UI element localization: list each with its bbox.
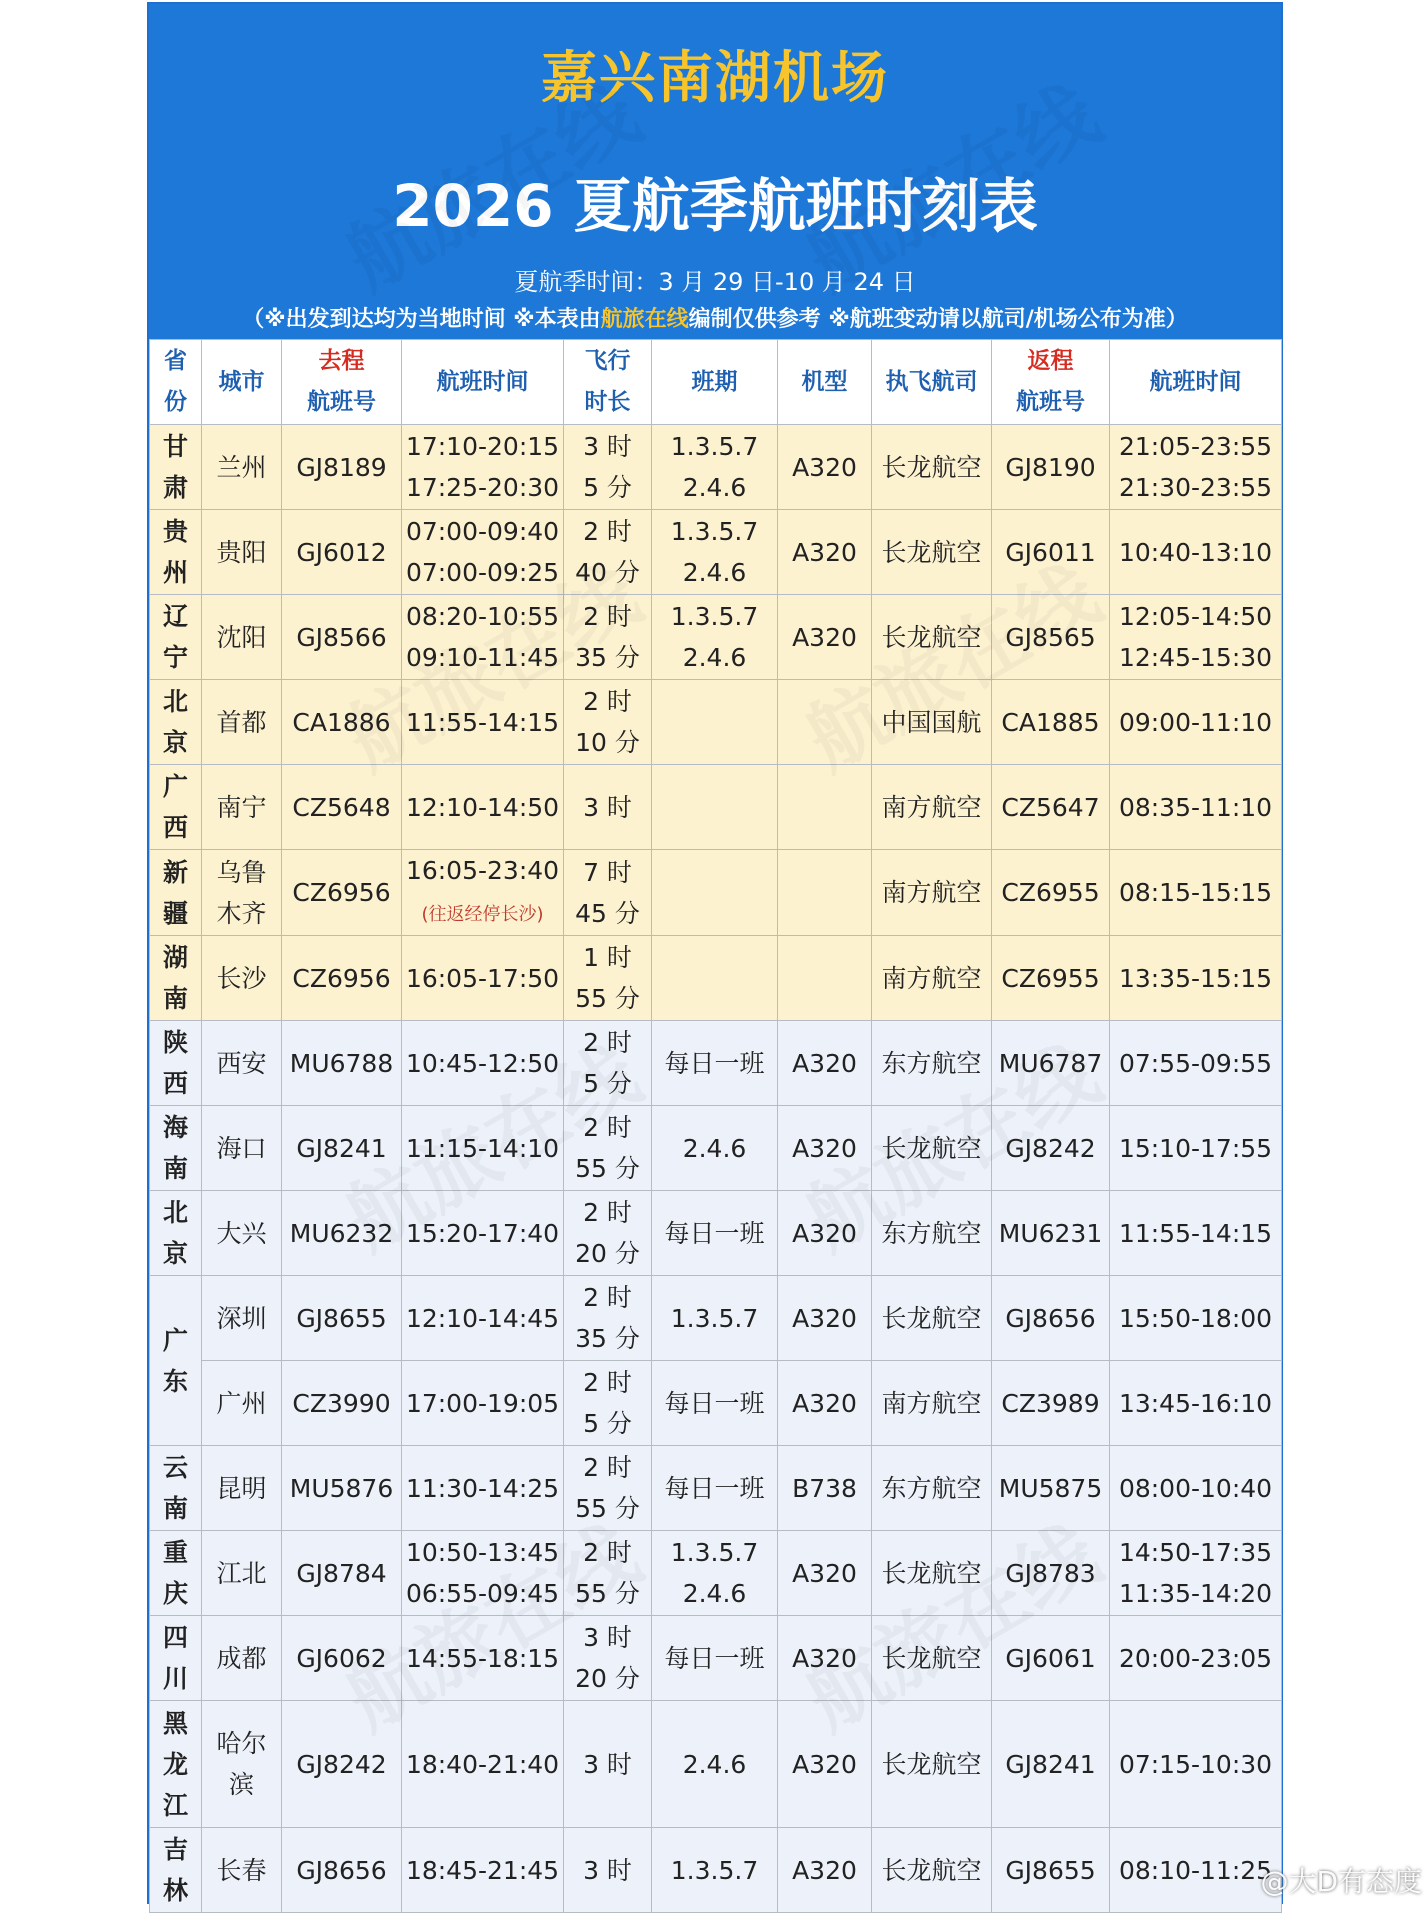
airline-cell: 长龙航空 bbox=[872, 1276, 992, 1361]
aircraft-cell: A320 bbox=[778, 1021, 872, 1106]
city-cell: 哈尔 滨 bbox=[202, 1701, 282, 1828]
timetable-sheet bbox=[147, 2, 1283, 1904]
out-flight-time: 17:10-20:15 17:25-20:30 bbox=[402, 425, 564, 510]
return-flight-time: 08:15-15:15 bbox=[1110, 850, 1282, 936]
schedule-cell: 1.3.5.7 2.4.6 bbox=[652, 1531, 778, 1616]
airline-cell: 东方航空 bbox=[872, 1191, 992, 1276]
table-row bbox=[150, 1446, 1282, 1531]
table-row bbox=[150, 1701, 1282, 1828]
city-cell: 沈阳 bbox=[202, 595, 282, 680]
duration-cell: 3 时 bbox=[564, 1701, 652, 1828]
city-cell: 广州 bbox=[202, 1361, 282, 1446]
airport-title: 嘉兴南湖机场 bbox=[541, 46, 889, 111]
city-cell: 昆明 bbox=[202, 1446, 282, 1531]
out-flight-number: GJ8784 bbox=[282, 1531, 402, 1616]
out-flight-number: CZ6956 bbox=[282, 936, 402, 1021]
table-row bbox=[150, 765, 1282, 850]
duration-cell: 1 时 55 分 bbox=[564, 936, 652, 1021]
return-flight-time: 13:35-15:15 bbox=[1110, 936, 1282, 1021]
aircraft-cell: A320 bbox=[778, 595, 872, 680]
city-cell: 长春 bbox=[202, 1828, 282, 1913]
city-cell: 成都 bbox=[202, 1616, 282, 1701]
duration-cell: 2 时 5 分 bbox=[564, 1021, 652, 1106]
return-flight-time: 20:00-23:05 bbox=[1110, 1616, 1282, 1701]
col-aircraft: 机型 bbox=[778, 340, 872, 425]
province-cell: 海 南 bbox=[150, 1106, 202, 1191]
aircraft-cell: A320 bbox=[778, 1361, 872, 1446]
aircraft-cell: A320 bbox=[778, 1276, 872, 1361]
return-flight-time: 14:50-17:35 11:35-14:20 bbox=[1110, 1531, 1282, 1616]
airline-cell: 长龙航空 bbox=[872, 595, 992, 680]
province-cell: 广 西 bbox=[150, 765, 202, 850]
table-row bbox=[150, 1616, 1282, 1701]
out-flight-time: 12:10-14:45 bbox=[402, 1276, 564, 1361]
airline-cell: 长龙航空 bbox=[872, 1701, 992, 1828]
duration-cell: 2 时 40 分 bbox=[564, 510, 652, 595]
out-flight-number: GJ8189 bbox=[282, 425, 402, 510]
col-return-time: 航班时间 bbox=[1110, 340, 1282, 425]
airline-cell: 中国国航 bbox=[872, 680, 992, 765]
col-duration: 飞行 时长 bbox=[564, 340, 652, 425]
schedule-cell: 1.3.5.7 2.4.6 bbox=[652, 595, 778, 680]
duration-cell: 2 时 55 分 bbox=[564, 1106, 652, 1191]
duration-cell: 2 时 10 分 bbox=[564, 680, 652, 765]
return-flight-number: CZ3989 bbox=[992, 1361, 1110, 1446]
return-flight-number: CZ5647 bbox=[992, 765, 1110, 850]
return-flight-number: GJ6061 bbox=[992, 1616, 1110, 1701]
out-flight-time: 15:20-17:40 bbox=[402, 1191, 564, 1276]
disclaimer-note-end: 编制仅供参考 ※航班变动请以航司/机场公布为准） bbox=[688, 307, 1188, 332]
aircraft-cell bbox=[778, 765, 872, 850]
return-flight-number: GJ8565 bbox=[992, 595, 1110, 680]
airline-cell: 长龙航空 bbox=[872, 1828, 992, 1913]
schedule-cell: 1.3.5.7 bbox=[652, 1276, 778, 1361]
timetable-body bbox=[150, 425, 1282, 1913]
col-airline: 执飞航司 bbox=[872, 340, 992, 425]
return-flight-time: 21:05-23:55 21:30-23:55 bbox=[1110, 425, 1282, 510]
city-cell: 海口 bbox=[202, 1106, 282, 1191]
out-flight-number: CZ3990 bbox=[282, 1361, 402, 1446]
aircraft-cell: A320 bbox=[778, 1191, 872, 1276]
airline-cell: 长龙航空 bbox=[872, 1106, 992, 1191]
province-cell: 辽 宁 bbox=[150, 595, 202, 680]
aircraft-cell: A320 bbox=[778, 510, 872, 595]
province-cell: 云 南 bbox=[150, 1446, 202, 1531]
table-row bbox=[150, 425, 1282, 510]
schedule-cell: 1.3.5.7 2.4.6 bbox=[652, 510, 778, 595]
province-cell: 北 京 bbox=[150, 1191, 202, 1276]
return-flight-number: CZ6955 bbox=[992, 936, 1110, 1021]
table-row bbox=[150, 680, 1282, 765]
col-out-time: 航班时间 bbox=[402, 340, 564, 425]
stopover-note: (往返经停长沙) bbox=[421, 904, 544, 925]
schedule-cell: 每日一班 bbox=[652, 1616, 778, 1701]
return-flight-time: 15:50-18:00 bbox=[1110, 1276, 1282, 1361]
return-flight-time: 08:00-10:40 bbox=[1110, 1446, 1282, 1531]
out-flight-time: 10:45-12:50 bbox=[402, 1021, 564, 1106]
out-flight-time: 18:45-21:45 bbox=[402, 1828, 564, 1913]
schedule-cell bbox=[652, 765, 778, 850]
duration-cell: 2 时 35 分 bbox=[564, 1276, 652, 1361]
province-cell: 重 庆 bbox=[150, 1531, 202, 1616]
return-flight-number: GJ8242 bbox=[992, 1106, 1110, 1191]
out-flight-number: GJ6012 bbox=[282, 510, 402, 595]
out-flight-number: MU6232 bbox=[282, 1191, 402, 1276]
out-flight-number: MU6788 bbox=[282, 1021, 402, 1106]
city-cell: 贵阳 bbox=[202, 510, 282, 595]
return-flight-time: 08:10-11:25 bbox=[1110, 1828, 1282, 1913]
out-flight-time: 14:55-18:15 bbox=[402, 1616, 564, 1701]
return-flight-time: 10:40-13:10 bbox=[1110, 510, 1282, 595]
table-row bbox=[150, 1828, 1282, 1913]
aircraft-cell: A320 bbox=[778, 1701, 872, 1828]
out-flight-number: GJ8655 bbox=[282, 1276, 402, 1361]
schedule-cell: 2.4.6 bbox=[652, 1701, 778, 1828]
city-cell: 江北 bbox=[202, 1531, 282, 1616]
airline-cell: 东方航空 bbox=[872, 1021, 992, 1106]
page-title: 2026 夏航季航班时刻表 bbox=[392, 172, 1038, 240]
out-flight-number: GJ8241 bbox=[282, 1106, 402, 1191]
province-cell: 北 京 bbox=[150, 680, 202, 765]
schedule-cell: 2.4.6 bbox=[652, 1106, 778, 1191]
airline-cell: 长龙航空 bbox=[872, 425, 992, 510]
return-flight-number: GJ6011 bbox=[992, 510, 1110, 595]
out-flight-time: 12:10-14:50 bbox=[402, 765, 564, 850]
schedule-cell bbox=[652, 680, 778, 765]
return-flight-number: CZ6955 bbox=[992, 850, 1110, 936]
city-cell: 深圳 bbox=[202, 1276, 282, 1361]
header-banner bbox=[149, 4, 1281, 339]
airline-cell: 长龙航空 bbox=[872, 1531, 992, 1616]
out-flight-number: GJ8242 bbox=[282, 1701, 402, 1828]
airline-cell: 南方航空 bbox=[872, 850, 992, 936]
return-flight-time: 12:05-14:50 12:45-15:30 bbox=[1110, 595, 1282, 680]
out-flight-time: 17:00-19:05 bbox=[402, 1361, 564, 1446]
duration-cell: 3 时 bbox=[564, 765, 652, 850]
col-province: 省 份 bbox=[150, 340, 202, 425]
out-flight-time: 07:00-09:40 07:00-09:25 bbox=[402, 510, 564, 595]
aircraft-cell: B738 bbox=[778, 1446, 872, 1531]
province-cell: 黑 龙 江 bbox=[150, 1701, 202, 1828]
out-flight-time: 11:55-14:15 bbox=[402, 680, 564, 765]
col-schedule: 班期 bbox=[652, 340, 778, 425]
aircraft-cell bbox=[778, 936, 872, 1021]
return-flight-number: GJ8241 bbox=[992, 1701, 1110, 1828]
out-flight-time: 16:05-17:50 bbox=[402, 936, 564, 1021]
out-flight-number: GJ8566 bbox=[282, 595, 402, 680]
airline-cell: 东方航空 bbox=[872, 1446, 992, 1531]
province-cell: 甘 肃 bbox=[150, 425, 202, 510]
table-row bbox=[150, 595, 1282, 680]
out-flight-time: 11:15-14:10 bbox=[402, 1106, 564, 1191]
return-flight-time: 08:35-11:10 bbox=[1110, 765, 1282, 850]
return-flight-number: MU5875 bbox=[992, 1446, 1110, 1531]
disclaimer-source-highlight: 航旅在线 bbox=[600, 307, 689, 332]
out-flight-number: CZ5648 bbox=[282, 765, 402, 850]
return-flight-number: GJ8783 bbox=[992, 1531, 1110, 1616]
col-city: 城市 bbox=[202, 340, 282, 425]
duration-cell: 2 时 20 分 bbox=[564, 1191, 652, 1276]
return-flight-time: 15:10-17:55 bbox=[1110, 1106, 1282, 1191]
aircraft-cell bbox=[778, 680, 872, 765]
duration-cell: 3 时 bbox=[564, 1828, 652, 1913]
duration-cell: 3 时 20 分 bbox=[564, 1616, 652, 1701]
table-header-row bbox=[150, 340, 1282, 425]
aircraft-cell: A320 bbox=[778, 1106, 872, 1191]
city-cell: 首都 bbox=[202, 680, 282, 765]
table-row bbox=[150, 1276, 1282, 1361]
province-cell: 陕 西 bbox=[150, 1021, 202, 1106]
table-row bbox=[150, 510, 1282, 595]
out-flight-time: 18:40-21:40 bbox=[402, 1701, 564, 1828]
airline-cell: 长龙航空 bbox=[872, 1616, 992, 1701]
city-cell: 乌鲁 木齐 bbox=[202, 850, 282, 936]
duration-cell: 2 时 5 分 bbox=[564, 1361, 652, 1446]
city-cell: 兰州 bbox=[202, 425, 282, 510]
province-cell: 广 东 bbox=[150, 1276, 202, 1446]
out-flight-time: 11:30-14:25 bbox=[402, 1446, 564, 1531]
province-cell: 四 川 bbox=[150, 1616, 202, 1701]
table-row bbox=[150, 936, 1282, 1021]
return-flight-time: 07:15-10:30 bbox=[1110, 1701, 1282, 1828]
col-out-flight: 去程 航班号 bbox=[282, 340, 402, 425]
city-cell: 南宁 bbox=[202, 765, 282, 850]
schedule-cell: 1.3.5.7 2.4.6 bbox=[652, 425, 778, 510]
province-cell: 贵 州 bbox=[150, 510, 202, 595]
return-flight-number: GJ8656 bbox=[992, 1276, 1110, 1361]
out-flight-number: GJ8656 bbox=[282, 1828, 402, 1913]
airline-cell: 南方航空 bbox=[872, 936, 992, 1021]
aircraft-cell: A320 bbox=[778, 1531, 872, 1616]
table-row bbox=[150, 1106, 1282, 1191]
return-flight-time: 11:55-14:15 bbox=[1110, 1191, 1282, 1276]
table-row bbox=[150, 1361, 1282, 1446]
city-cell: 长沙 bbox=[202, 936, 282, 1021]
out-flight-number: GJ6062 bbox=[282, 1616, 402, 1701]
duration-cell: 2 时 35 分 bbox=[564, 595, 652, 680]
schedule-cell bbox=[652, 850, 778, 936]
schedule-cell: 每日一班 bbox=[652, 1361, 778, 1446]
aircraft-cell bbox=[778, 850, 872, 936]
aircraft-cell: A320 bbox=[778, 1828, 872, 1913]
schedule-cell bbox=[652, 936, 778, 1021]
out-flight-time: 16:05-23:40 (往返经停长沙) bbox=[402, 850, 564, 936]
schedule-cell: 每日一班 bbox=[652, 1446, 778, 1531]
duration-cell: 7 时 45 分 bbox=[564, 850, 652, 936]
duration-cell: 2 时 55 分 bbox=[564, 1531, 652, 1616]
airline-cell: 南方航空 bbox=[872, 1361, 992, 1446]
return-flight-number: MU6787 bbox=[992, 1021, 1110, 1106]
disclaimer-note-start: （※出发到达均为当地时间 ※本表由 bbox=[242, 307, 601, 332]
return-flight-number: GJ8190 bbox=[992, 425, 1110, 510]
return-flight-number: GJ8655 bbox=[992, 1828, 1110, 1913]
province-cell: 新 疆 bbox=[150, 850, 202, 936]
airline-cell: 南方航空 bbox=[872, 765, 992, 850]
col-return-flight: 返程 航班号 bbox=[992, 340, 1110, 425]
duration-cell: 2 时 55 分 bbox=[564, 1446, 652, 1531]
schedule-cell: 1.3.5.7 bbox=[652, 1828, 778, 1913]
aircraft-cell: A320 bbox=[778, 425, 872, 510]
city-cell: 大兴 bbox=[202, 1191, 282, 1276]
table-row bbox=[150, 1531, 1282, 1616]
out-flight-number: MU5876 bbox=[282, 1446, 402, 1531]
table-row bbox=[150, 850, 1282, 936]
duration-cell: 3 时 5 分 bbox=[564, 425, 652, 510]
airline-cell: 长龙航空 bbox=[872, 510, 992, 595]
season-dates: 夏航季时间：3 月 29 日-10 月 24 日 bbox=[514, 268, 916, 296]
return-flight-time: 07:55-09:55 bbox=[1110, 1021, 1282, 1106]
aircraft-cell: A320 bbox=[778, 1616, 872, 1701]
schedule-cell: 每日一班 bbox=[652, 1191, 778, 1276]
return-flight-number: CA1885 bbox=[992, 680, 1110, 765]
disclaimer-note bbox=[149, 302, 1281, 333]
return-flight-time: 09:00-11:10 bbox=[1110, 680, 1282, 765]
out-flight-number: CZ6956 bbox=[282, 850, 402, 936]
return-flight-number: MU6231 bbox=[992, 1191, 1110, 1276]
out-flight-time: 08:20-10:55 09:10-11:45 bbox=[402, 595, 564, 680]
city-cell: 西安 bbox=[202, 1021, 282, 1106]
schedule-cell: 每日一班 bbox=[652, 1021, 778, 1106]
table-row bbox=[150, 1191, 1282, 1276]
province-cell: 吉 林 bbox=[150, 1828, 202, 1913]
flight-timetable bbox=[149, 339, 1282, 1913]
out-flight-time: 10:50-13:45 06:55-09:45 bbox=[402, 1531, 564, 1616]
out-flight-number: CA1886 bbox=[282, 680, 402, 765]
province-cell: 湖 南 bbox=[150, 936, 202, 1021]
table-row bbox=[150, 1021, 1282, 1106]
return-flight-time: 13:45-16:10 bbox=[1110, 1361, 1282, 1446]
author-credit: @大D有态度 bbox=[1260, 1865, 1422, 1898]
